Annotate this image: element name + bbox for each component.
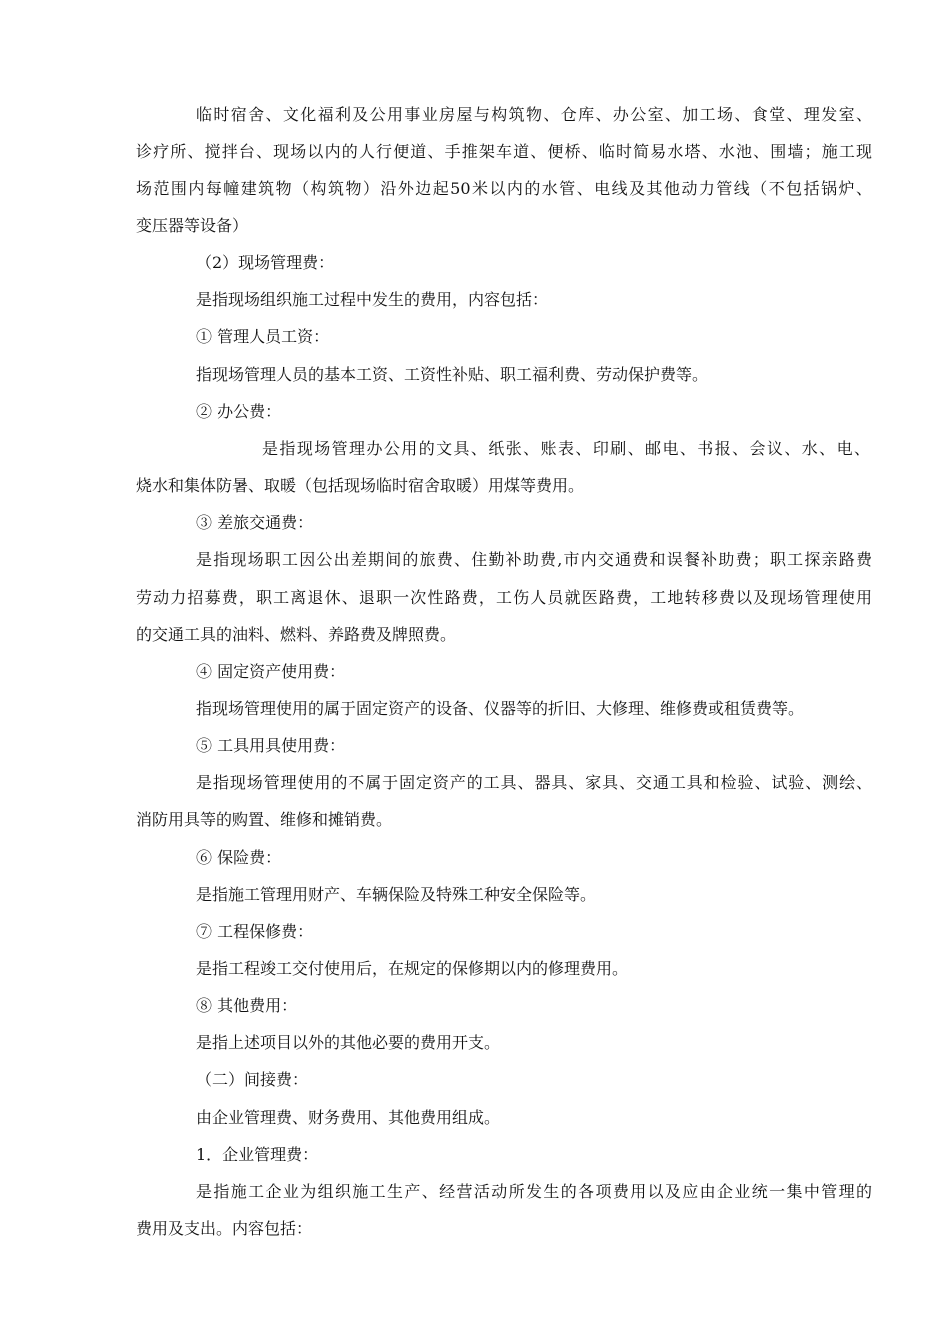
item-heading: ③ 差旅交通费：: [196, 513, 314, 532]
paragraph-line: 的交通工具的油料、燃料、养路费及牌照费。: [136, 625, 457, 644]
paragraph-line: 变压器等设备）: [136, 216, 249, 235]
paragraph-line: 是指现场管理使用的不属于固定资产的工具、器具、家具、交通工具和检验、试验、测绘、: [196, 773, 872, 792]
paragraph-line: 劳动力招募费，职工离退休、退职一次性路费，工伤人员就医路费，工地转移费以及现场管理使用: [136, 588, 872, 607]
item-heading: ② 办公费：: [196, 402, 282, 421]
paragraph-line: 是指施工企业为组织施工生产、经营活动所发生的各项费用以及应由企业统一集中管理的: [196, 1182, 872, 1201]
item-heading: ① 管理人员工资：: [196, 327, 330, 346]
item-heading: ④ 固定资产使用费：: [196, 662, 346, 681]
paragraph-line: 是指现场职工因公出差期间的旅费、住勤补助费,市内交通费和误餐补助费；职工探亲路费: [196, 550, 872, 569]
paragraph-line: 临时宿舍、文化福利及公用事业房屋与构筑物、仓库、办公室、加工场、食堂、理发室、: [196, 105, 872, 124]
paragraph-line: 诊疗所、搅拌台、现场以内的人行便道、手推架车道、便桥、临时简易水塔、水池、围墙；施工现: [136, 142, 872, 161]
paragraph-line: 是指工程竣工交付使用后，在规定的保修期以内的修理费用。: [196, 959, 629, 978]
section-heading: 1．企业管理费：: [196, 1145, 319, 1164]
paragraph-line: 是指施工管理用财产、车辆保险及特殊工种安全保险等。: [196, 885, 597, 904]
item-heading: ⑦ 工程保修费：: [196, 922, 314, 941]
paragraph-line: 是指现场组织施工过程中发生的费用，内容包括：: [196, 290, 549, 309]
item-heading: ⑧ 其他费用：: [196, 996, 298, 1015]
item-heading: ⑤ 工具用具使用费：: [196, 736, 346, 755]
paragraph-line: 场范围内每幢建筑物（构筑物）沿外边起50米以内的水管、电线及其他动力管线（不包括锅炉、: [136, 179, 872, 198]
paragraph-line: 费用及支出。内容包括：: [136, 1219, 313, 1238]
section-heading: （二）间接费：: [196, 1070, 309, 1089]
paragraph-line: 消防用具等的购置、维修和摊销费。: [136, 810, 393, 829]
paragraph-line: 指现场管理使用的属于固定资产的设备、仪器等的折旧、大修理、维修费或租赁费等。: [196, 699, 805, 718]
paragraph-line: 指现场管理人员的基本工资、工资性补贴、职工福利费、劳动保护费等。: [196, 365, 709, 384]
paragraph-line: 是指上述项目以外的其他必要的费用开支。: [196, 1033, 501, 1052]
paragraph-line: 烧水和集体防暑、取暖（包括现场临时宿舍取暖）用煤等费用。: [136, 476, 585, 495]
paragraph-line: 由企业管理费、财务费用、其他费用组成。: [196, 1108, 501, 1127]
item-heading: ⑥ 保险费：: [196, 848, 282, 867]
paragraph-line: 是指现场管理办公用的文具、纸张、账表、印刷、邮电、书报、会议、水、电、: [262, 439, 870, 458]
section-heading: （2）现场管理费：: [196, 253, 335, 272]
